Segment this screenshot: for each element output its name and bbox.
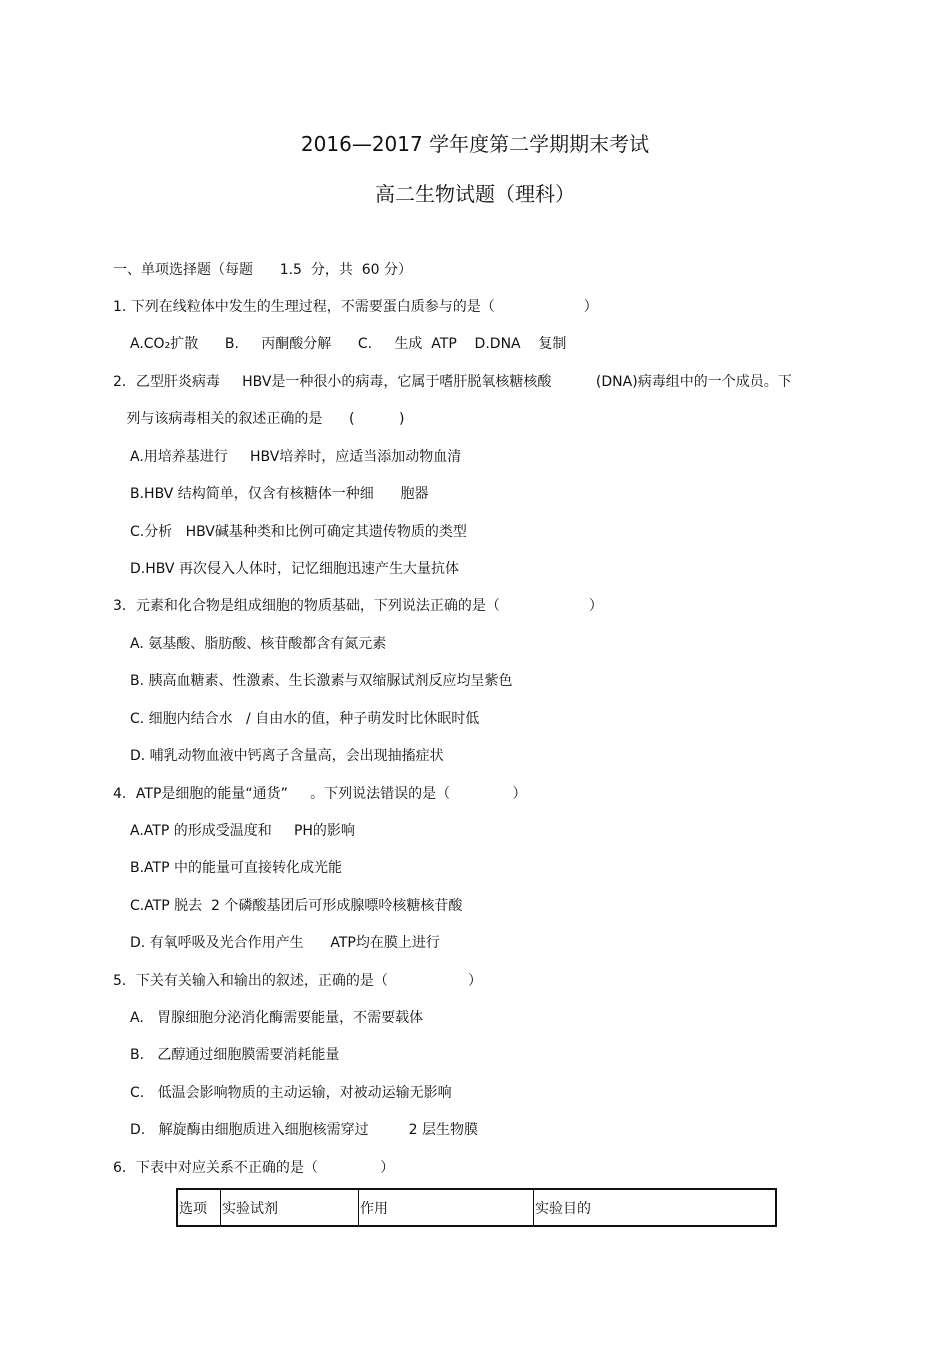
question-5-option-b: B. 乙醇通过细胞膜需要消耗能量 bbox=[130, 1047, 340, 1063]
exam-title: 2016—2017 学年度第二学期期末考试 bbox=[300, 132, 650, 156]
question-2-option-b: B.HBV 结构简单，仅含有核糖体一种细 胞器 bbox=[130, 486, 429, 502]
question-3-option-b: B. 胰高血糖素、性激素、生长激素与双缩脲试剂反应均呈紫色 bbox=[130, 673, 513, 689]
question-4-option-b: B.ATP 中的能量可直接转化成光能 bbox=[130, 860, 342, 876]
question-3-option-c: C. 细胞内结合水 / 自由水的值，种子萌发时比休眠时低 bbox=[130, 711, 480, 727]
table-header-cell: 实验目的 bbox=[534, 1189, 777, 1226]
question-3-option-d: D. 哺乳动物血液中钙离子含量高，会出现抽搐症状 bbox=[130, 748, 444, 764]
table-header-cell: 选项 bbox=[177, 1189, 221, 1226]
table-header-cell: 实验试剂 bbox=[221, 1189, 359, 1226]
question-4-stem: 4．ATP是细胞的能量“通货” 。下列说法错误的是（ ） bbox=[113, 786, 527, 802]
question-2-option-c: C.分析 HBV碱基种类和比例可确定其遗传物质的类型 bbox=[130, 524, 467, 540]
exam-subtitle: 高二生物试题（理科） bbox=[375, 182, 575, 206]
question-2-option-d: D.HBV 再次侵入人体时，记忆细胞迅速产生大量抗体 bbox=[130, 561, 459, 577]
question-2-stem-cont: 列与该病毒相关的叙述正确的是 ( ) bbox=[113, 411, 405, 427]
question-4-option-c: C.ATP 脱去 2 个磷酸基团后可形成腺嘌呤核糖核苷酸 bbox=[130, 898, 463, 914]
question-5-option-a: A. 胃腺细胞分泌消化酶需要能量，不需要载体 bbox=[130, 1010, 424, 1026]
answer-table bbox=[176, 1188, 777, 1227]
table-header-row bbox=[177, 1189, 776, 1226]
question-5-stem: 5．下关有关输入和输出的叙述，正确的是（ ） bbox=[113, 973, 483, 989]
question-5-option-d: D. 解旋酶由细胞质进入细胞核需穿过 2 层生物膜 bbox=[130, 1122, 478, 1138]
question-2-stem: 2．乙型肝炎病毒 HBV是一种很小的病毒，它属于嗜肝脱氧核糖核酸 (DNA)病毒组中的一个成员。下 bbox=[113, 374, 792, 390]
question-1-options: A.CO₂扩散 B. 丙酮酸分解 C. 生成 ATP D.DNA 复制 bbox=[130, 336, 567, 352]
question-4-option-d: D. 有氧呼吸及光合作用产生 ATP均在膜上进行 bbox=[130, 935, 440, 951]
question-4-option-a: A.ATP 的形成受温度和 PH的影响 bbox=[130, 823, 355, 839]
question-6-stem: 6．下表中对应关系不正确的是（ ） bbox=[113, 1160, 395, 1176]
section-heading: 一、单项选择题（每题 1.5 分，共 60 分） bbox=[113, 262, 413, 278]
table-header-cell: 作用 bbox=[359, 1189, 534, 1226]
question-2-option-a: A.用培养基进行 HBV培养时，应适当添加动物血清 bbox=[130, 449, 462, 465]
question-3-option-a: A. 氨基酸、脂肪酸、核苷酸都含有氮元素 bbox=[130, 636, 387, 652]
question-1-stem: 1. 下列在线粒体中发生的生理过程，不需要蛋白质参与的是（ ） bbox=[113, 299, 598, 315]
question-3-stem: 3．元素和化合物是组成细胞的物质基础，下列说法正确的是（ ） bbox=[113, 598, 603, 614]
question-5-option-c: C. 低温会影响物质的主动运输，对被动运输无影响 bbox=[130, 1085, 452, 1101]
